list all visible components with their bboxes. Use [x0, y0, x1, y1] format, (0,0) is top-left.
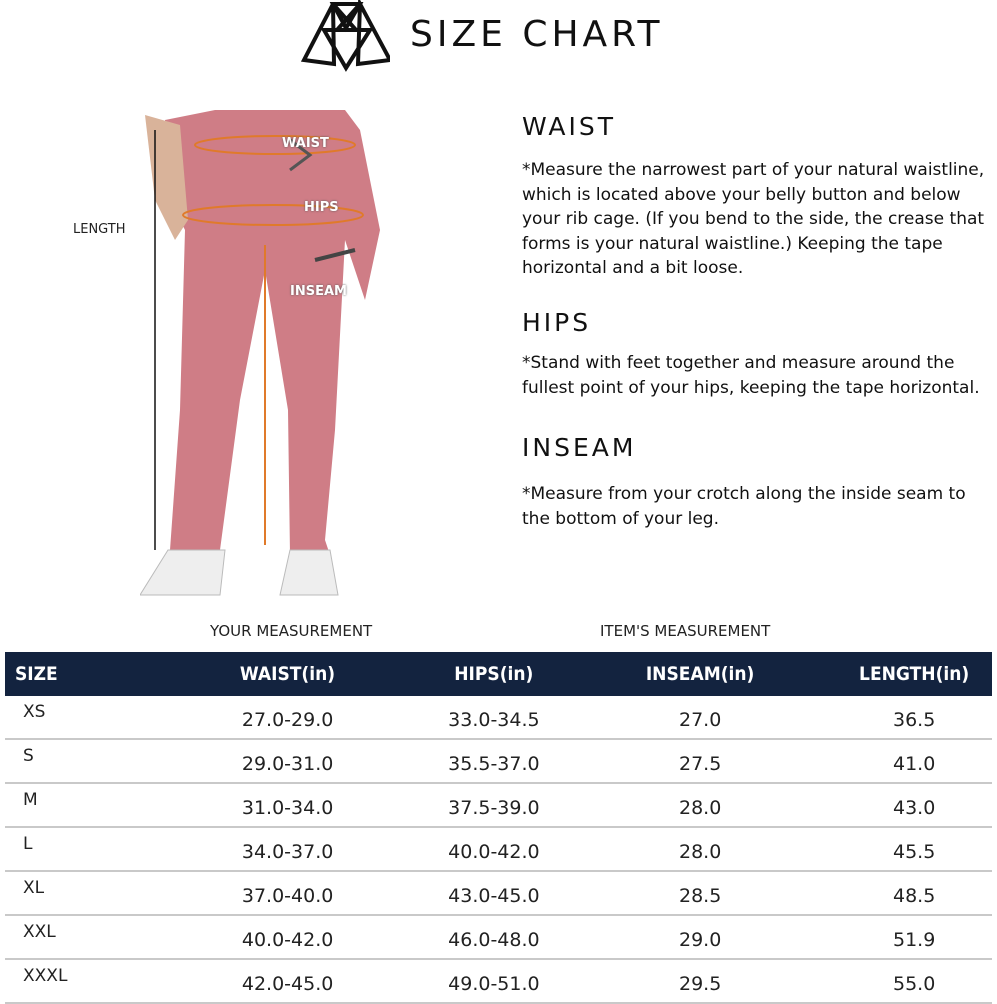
hips-heading: HIPS: [522, 308, 592, 337]
cell-hips: 35.5-37.0: [448, 753, 540, 775]
your-measurement-label: YOUR MEASUREMENT: [210, 622, 373, 640]
table-row: [5, 960, 992, 1004]
table-row: [5, 696, 992, 740]
header-waist: WAIST(in): [239, 663, 336, 685]
cell-length: 48.5: [892, 885, 936, 907]
inseam-label: INSEAM: [290, 284, 347, 299]
hips-label: HIPS: [304, 200, 339, 215]
hips-description: *Stand with feet together and measure around the fullest point of your hips, keeping the tape horizontal.: [522, 353, 980, 398]
page-title: SIZE CHART: [410, 14, 664, 55]
cell-length: 45.5: [892, 841, 936, 863]
brand-logo-icon: [300, 0, 390, 72]
waist-heading: WAIST: [522, 112, 616, 141]
cell-inseam: 28.0: [678, 841, 722, 863]
cell-length: 51.9: [892, 929, 936, 951]
cell-length: 55.0: [892, 973, 936, 995]
cell-inseam: 29.5: [678, 973, 722, 995]
cell-inseam: 28.0: [678, 797, 722, 819]
cell-waist: 42.0-45.0: [241, 973, 334, 995]
inseam-description: *Measure from your crotch along the inside seam to the bottom of your leg.: [522, 484, 966, 529]
pants-model-image: [140, 110, 400, 600]
cell-inseam: 29.0: [678, 929, 722, 951]
cell-hips: 33.0-34.5: [448, 709, 540, 731]
cell-hips: 40.0-42.0: [448, 841, 540, 863]
items-measurement-label: ITEM'S MEASUREMENT: [600, 622, 771, 640]
cell-size: S: [23, 746, 34, 766]
cell-size: XXXL: [23, 966, 68, 986]
cell-waist: 31.0-34.0: [241, 797, 334, 819]
inseam-heading: INSEAM: [522, 433, 637, 462]
table-row: [5, 740, 992, 784]
cell-waist: 27.0-29.0: [241, 709, 334, 731]
table-row: [5, 872, 992, 916]
cell-length: 43.0: [892, 797, 936, 819]
header-hips: HIPS(in): [454, 663, 534, 685]
cell-hips: 43.0-45.0: [448, 885, 540, 907]
cell-size: M: [23, 790, 38, 810]
waist-description: *Measure the narrowest part of your natural waistline, which is located above your belly button and below your rib cage. (If you bend to the side, the crease that forms is your natural waistline.) Keeping the tape horizontal and a bit loose.: [522, 160, 985, 278]
cell-waist: 29.0-31.0: [241, 753, 334, 775]
table-row: [5, 828, 992, 872]
cell-waist: 37.0-40.0: [241, 885, 334, 907]
cell-size: XL: [23, 878, 45, 898]
cell-size: XXL: [23, 922, 56, 942]
cell-length: 36.5: [892, 709, 936, 731]
cell-waist: 40.0-42.0: [241, 929, 334, 951]
header-size: SIZE: [15, 663, 58, 685]
waist-label: WAIST: [282, 136, 329, 151]
table-row: [5, 784, 992, 828]
cell-length: 41.0: [892, 753, 936, 775]
table-row: [5, 916, 992, 960]
cell-inseam: 28.5: [678, 885, 722, 907]
length-label: LENGTH: [73, 222, 126, 237]
cell-size: L: [23, 834, 33, 854]
cell-hips: 46.0-48.0: [448, 929, 540, 951]
table-header: [5, 652, 992, 696]
header-length: LENGTH(in): [859, 663, 970, 685]
cell-hips: 49.0-51.0: [448, 973, 540, 995]
size-table: [5, 652, 992, 1004]
cell-hips: 37.5-39.0: [448, 797, 540, 819]
cell-waist: 34.0-37.0: [241, 841, 334, 863]
cell-size: XS: [23, 702, 46, 722]
header-inseam: INSEAM(in): [645, 663, 755, 685]
cell-inseam: 27.0: [678, 709, 722, 731]
cell-inseam: 27.5: [678, 753, 722, 775]
